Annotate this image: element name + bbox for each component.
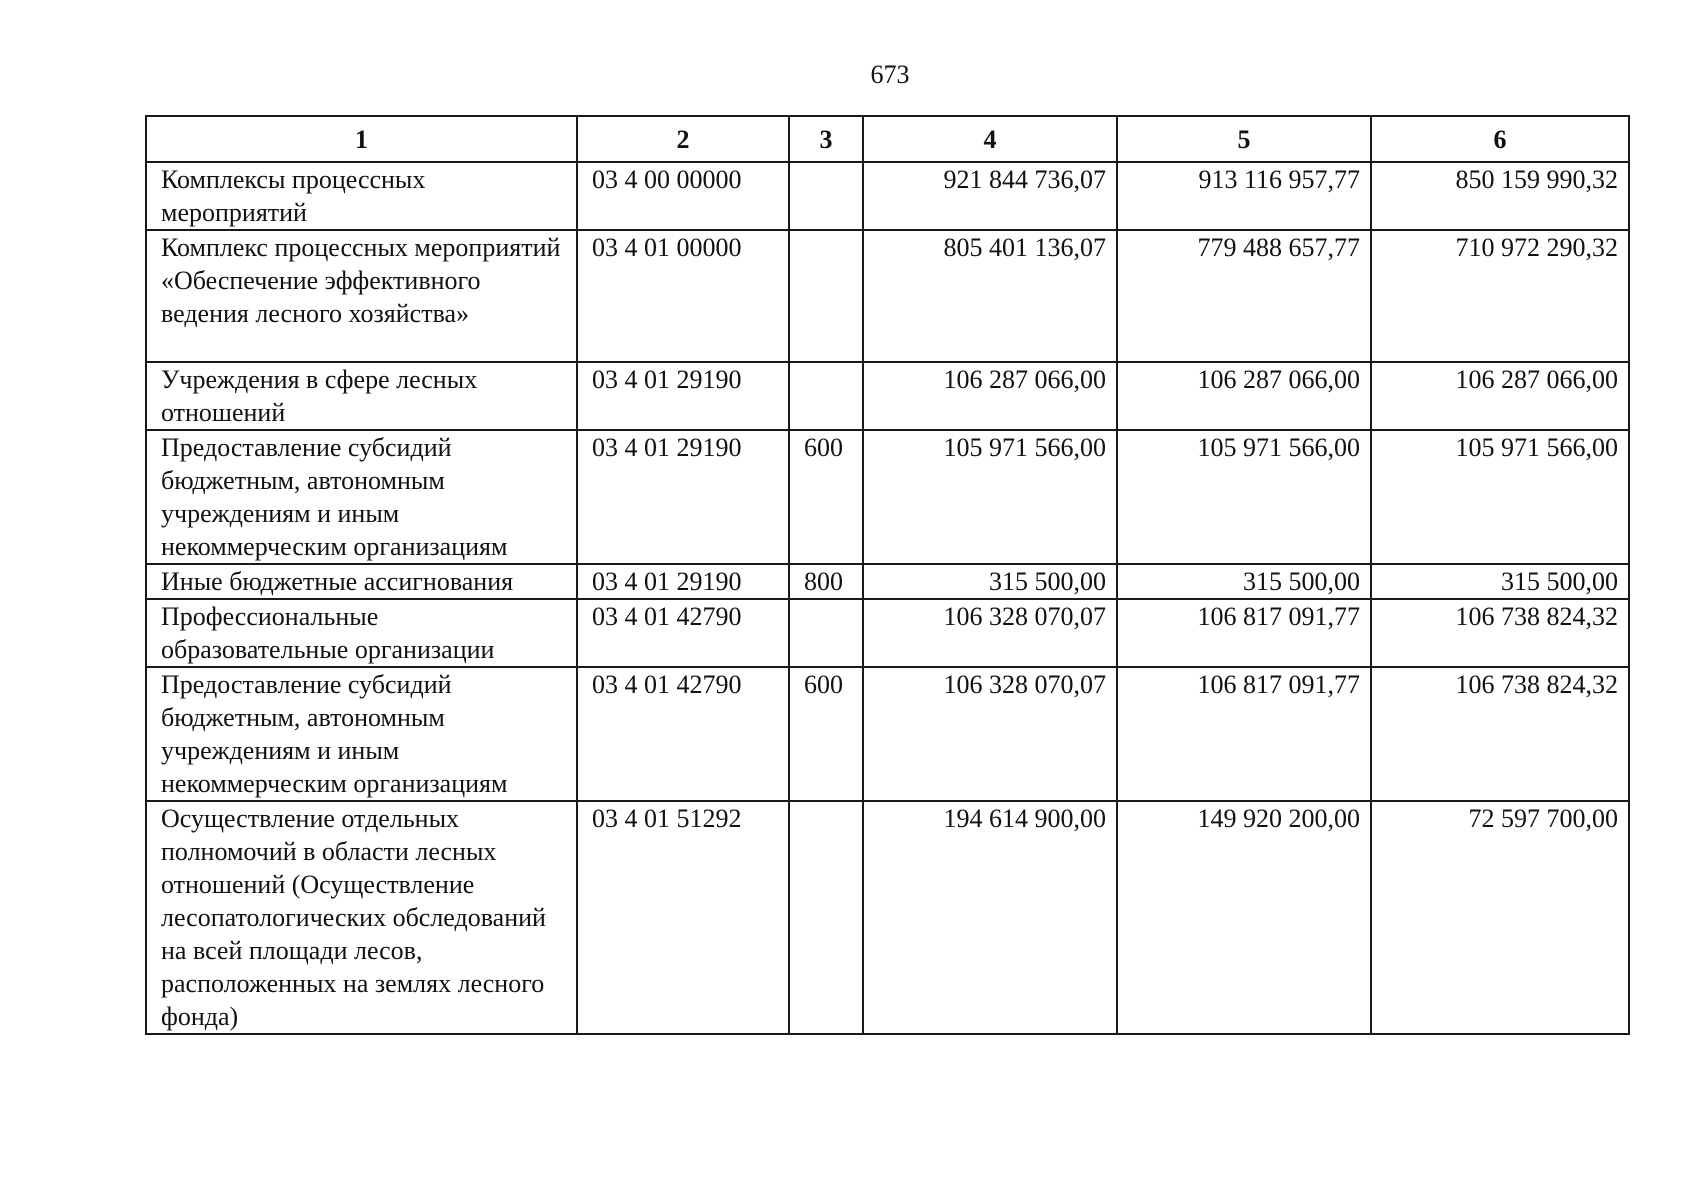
row-amount-6: 106 738 824,32 bbox=[1371, 667, 1629, 801]
table-row bbox=[146, 230, 1629, 362]
row-expense-type bbox=[789, 162, 863, 230]
row-code: 03 4 01 29190 bbox=[577, 564, 789, 599]
row-amount-5: 913 116 957,77 bbox=[1117, 162, 1371, 230]
header-row bbox=[146, 116, 1629, 162]
row-amount-6: 710 972 290,32 bbox=[1371, 230, 1629, 362]
table-row bbox=[146, 430, 1629, 564]
row-code: 03 4 00 00000 bbox=[577, 162, 789, 230]
row-amount-5: 106 287 066,00 bbox=[1117, 362, 1371, 430]
row-amount-4: 921 844 736,07 bbox=[863, 162, 1117, 230]
row-expense-type: 600 bbox=[789, 667, 863, 801]
column-header-6: 6 bbox=[1371, 116, 1629, 162]
row-expense-type: 800 bbox=[789, 564, 863, 599]
row-amount-4: 106 328 070,07 bbox=[863, 667, 1117, 801]
row-amount-5: 106 817 091,77 bbox=[1117, 667, 1371, 801]
row-name: Осуществление отдельных полномочий в области лесных отношений (Осуществление лесопатологических обследований на всей площади лесов, расположенных на землях лесного фонда) bbox=[146, 801, 577, 1034]
column-header-2: 2 bbox=[577, 116, 789, 162]
row-amount-4: 194 614 900,00 bbox=[863, 801, 1117, 1034]
row-amount-4: 106 287 066,00 bbox=[863, 362, 1117, 430]
row-amount-4: 105 971 566,00 bbox=[863, 430, 1117, 564]
row-name: Предоставление субсидий бюджетным, автономным учреждениям и иным некоммерческим организациям bbox=[146, 430, 577, 564]
row-amount-6: 315 500,00 bbox=[1371, 564, 1629, 599]
column-header-1: 1 bbox=[146, 116, 577, 162]
row-amount-4: 805 401 136,07 bbox=[863, 230, 1117, 362]
table-row bbox=[146, 667, 1629, 801]
row-amount-6: 106 287 066,00 bbox=[1371, 362, 1629, 430]
row-amount-5: 315 500,00 bbox=[1117, 564, 1371, 599]
column-header-4: 4 bbox=[863, 116, 1117, 162]
budget-table bbox=[145, 115, 1630, 1035]
page-number: 673 bbox=[870, 60, 910, 89]
row-expense-type: 600 bbox=[789, 430, 863, 564]
row-code: 03 4 01 42790 bbox=[577, 599, 789, 667]
table-row bbox=[146, 599, 1629, 667]
row-amount-6: 72 597 700,00 bbox=[1371, 801, 1629, 1034]
row-amount-6: 850 159 990,32 bbox=[1371, 162, 1629, 230]
row-code: 03 4 01 51292 bbox=[577, 801, 789, 1034]
row-expense-type bbox=[789, 599, 863, 667]
row-amount-5: 106 817 091,77 bbox=[1117, 599, 1371, 667]
row-amount-4: 315 500,00 bbox=[863, 564, 1117, 599]
row-code: 03 4 01 42790 bbox=[577, 667, 789, 801]
column-header-3: 3 bbox=[789, 116, 863, 162]
row-name: Иные бюджетные ассигнования bbox=[146, 564, 577, 599]
table-row bbox=[146, 564, 1629, 599]
table-row bbox=[146, 362, 1629, 430]
table-row bbox=[146, 801, 1629, 1034]
row-code: 03 4 01 00000 bbox=[577, 230, 789, 362]
table-row bbox=[146, 162, 1629, 230]
row-name: Профессиональные образовательные организации bbox=[146, 599, 577, 667]
row-name: Комплексы процессных мероприятий bbox=[146, 162, 577, 230]
row-amount-6: 106 738 824,32 bbox=[1371, 599, 1629, 667]
row-code: 03 4 01 29190 bbox=[577, 430, 789, 564]
row-expense-type bbox=[789, 362, 863, 430]
row-amount-5: 149 920 200,00 bbox=[1117, 801, 1371, 1034]
row-amount-5: 779 488 657,77 bbox=[1117, 230, 1371, 362]
column-header-5: 5 bbox=[1117, 116, 1371, 162]
row-amount-6: 105 971 566,00 bbox=[1371, 430, 1629, 564]
row-code: 03 4 01 29190 bbox=[577, 362, 789, 430]
row-amount-4: 106 328 070,07 bbox=[863, 599, 1117, 667]
row-name: Комплекс процессных мероприятий «Обеспечение эффективного ведения лесного хозяйства» bbox=[146, 230, 577, 362]
row-amount-5: 105 971 566,00 bbox=[1117, 430, 1371, 564]
row-name: Учреждения в сфере лесных отношений bbox=[146, 362, 577, 430]
row-expense-type bbox=[789, 801, 863, 1034]
row-name: Предоставление субсидий бюджетным, автономным учреждениям и иным некоммерческим организациям bbox=[146, 667, 577, 801]
row-expense-type bbox=[789, 230, 863, 362]
